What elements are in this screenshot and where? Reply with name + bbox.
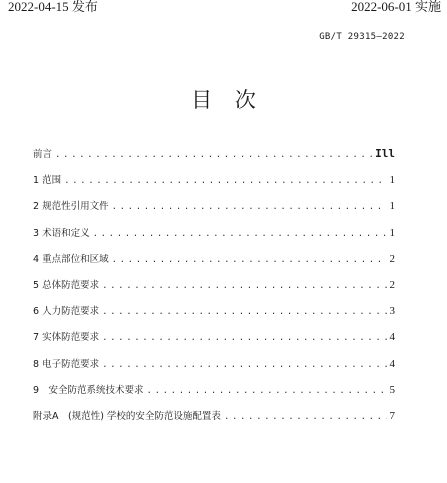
dot-leader [147,386,387,396]
dot-leader [102,360,386,370]
toc-entry-label: 附录A (规范性) 学校的安全防范设施配置表 [33,410,221,422]
toc-entry-normative-references[interactable] [33,198,395,224]
toc-entry-page: 7 [389,409,395,422]
toc-entry-page: 5 [389,383,395,396]
toc-entry-page: 4 [389,331,395,344]
toc-entry-annex-a[interactable] [33,408,395,434]
toc-entry-page: 1 [389,226,395,239]
toc-entry-page: 1 [389,200,395,213]
toc-title: 目 次 [191,88,264,112]
dot-leader [102,307,386,317]
toc-entry-label: 8 电子防范要求 [33,358,100,370]
toc-entry-label: 前言 [33,149,53,160]
toc-entry-page: 2 [389,252,395,265]
toc-entry-label: 3 术语和定义 [33,227,90,239]
toc-entry-physical-protection[interactable] [33,329,395,355]
implement-date: 2022-06-01 实施 [351,0,441,14]
toc-entry-electronic-protection[interactable] [33,356,395,382]
toc-entry-page: 1 [389,174,395,187]
toc-entry-key-areas[interactable] [33,251,395,277]
dot-leader [102,281,386,291]
dot-leader [93,229,387,239]
standard-code: GB/T 29315—2022 [319,32,405,42]
toc-entry-label: 2 规范性引用文件 [33,201,109,213]
toc-entry-label: 6 人力防范要求 [33,306,100,318]
date-line [0,0,447,22]
toc-entry-foreword[interactable] [33,146,395,172]
dot-leader [224,412,387,422]
toc-entry-terms[interactable] [33,225,395,251]
toc-list [33,146,395,434]
toc-entry-general-requirements[interactable] [33,277,395,303]
toc-entry-label: 9 安全防范系统技术要求 [33,384,144,396]
toc-entry-scope[interactable] [33,172,395,198]
toc-entry-page: 4 [389,357,395,370]
toc-entry-label: 7 实体防范要求 [33,332,100,344]
dot-leader [102,333,386,343]
toc-entry-human-protection[interactable] [33,303,395,329]
toc-entry-page: 3 [389,305,395,318]
dot-leader [64,176,386,186]
toc-entry-system-technical-requirements[interactable] [33,382,395,408]
dot-leader [112,255,387,265]
publish-date: 2022-04-15 发布 [8,0,98,14]
dot-leader [55,150,372,160]
toc-entry-label: 4 重点部位和区域 [33,253,109,265]
toc-entry-page: Ill [375,147,395,160]
dot-leader [112,202,387,212]
toc-entry-page: 2 [389,278,395,291]
toc-entry-label: 1 范围 [33,175,62,187]
toc-entry-label: 5 总体防范要求 [33,279,100,291]
